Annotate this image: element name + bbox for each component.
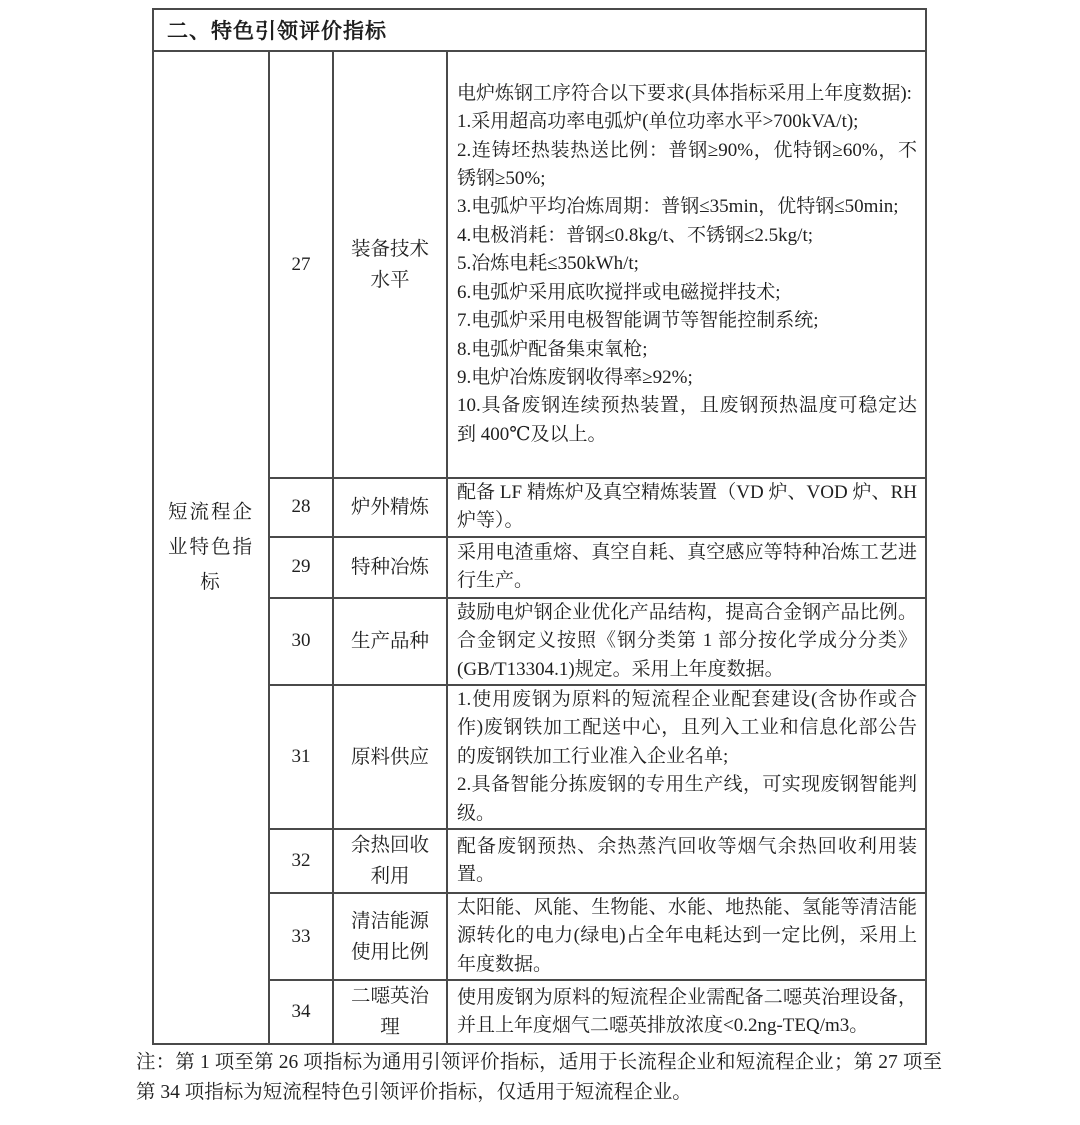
indicator-name: 炉外精炼 — [333, 478, 447, 537]
indicator-content-line: 6.电弧炉采用底吹搅拌或电磁搅拌技术; — [457, 281, 781, 303]
indicator-name: 特种冶炼 — [333, 537, 447, 598]
indicator-row-31 — [153, 685, 926, 829]
indicator-table — [152, 8, 927, 1045]
indicator-content-line: 9.电炉冶炼废钢收得率≥92%; — [457, 366, 693, 388]
indicator-number: 29 — [269, 537, 333, 598]
indicator-name: 原料供应 — [333, 685, 447, 829]
indicator-content-line: 3.电弧炉平均冶炼周期：普钢≤35min，优特钢≤50min; — [457, 196, 899, 218]
indicator-name: 生产品种 — [333, 598, 447, 685]
indicator-content — [447, 980, 926, 1044]
indicator-row-34 — [153, 980, 926, 1044]
indicator-content-line: 配备 LF 精炼炉及真空精炼装置（VD 炉、VOD 炉、RH 炉等）。 — [457, 482, 917, 532]
indicator-content — [447, 537, 926, 598]
indicator-content-line: 电炉炼钢工序符合以下要求(具体指标采用上年度数据): — [457, 82, 912, 104]
indicator-content — [447, 829, 926, 893]
indicator-number: 34 — [269, 980, 333, 1044]
indicator-number: 32 — [269, 829, 333, 893]
indicator-content-line: 4.电极消耗：普钢≤0.8kg/t、不锈钢≤2.5kg/t; — [457, 224, 814, 246]
indicator-content-line: 采用电渣重熔、真空自耗、真空感应等特种冶炼工艺进行生产。 — [457, 541, 917, 592]
category-label: 短流程企业特色指标 — [153, 51, 269, 1044]
indicator-content-line: 2.连铸坯热装热送比例：普钢≥90%，优特钢≥60%，不锈钢≥50%; — [457, 139, 917, 190]
indicator-content-line: 鼓励电炉钢企业优化产品结构，提高合金钢产品比例。合金钢定义按照《钢分类第 1 部分按化学成分分类》(GB/T13304.1)规定。采用上年度数据。 — [457, 601, 917, 680]
indicator-content-line: 使用废钢为原料的短流程企业需配备二噁英治理设备，并且上年度烟气二噁英排放浓度<0.2ng-TEQ/m3。 — [457, 986, 917, 1037]
indicator-content-line: 8.电弧炉配备集束氧枪; — [457, 338, 648, 360]
indicator-name: 二噁英治理 — [333, 980, 447, 1044]
indicator-content-line: 10.具备废钢连续预热装置，且废钢预热温度可稳定达到 400℃及以上。 — [457, 395, 917, 445]
indicator-row-29 — [153, 537, 926, 598]
indicator-row-28 — [153, 478, 926, 537]
indicator-content — [447, 478, 926, 537]
indicator-content — [447, 51, 926, 478]
footnote: 注：第 1 项至第 26 项指标为通用引领评价指标，适用于长流程企业和短流程企业；第 27 项至第 34 项指标为短流程特色引领评价指标，仅适用于短流程企业。 — [136, 1051, 942, 1103]
indicator-content-line: 配备废钢预热、余热蒸汽回收等烟气余热回收利用装置。 — [457, 835, 917, 886]
indicator-content — [447, 893, 926, 980]
indicator-content-line: 5.冶炼电耗≤350kWh/t; — [457, 253, 639, 275]
section-title: 二、特色引领评价指标 — [153, 9, 926, 51]
indicator-row-32 — [153, 829, 926, 893]
indicator-row-27 — [153, 51, 926, 478]
indicator-row-30 — [153, 598, 926, 685]
indicator-number: 30 — [269, 598, 333, 685]
indicator-name: 清洁能源使用比例 — [333, 893, 447, 980]
indicator-content — [447, 598, 926, 685]
indicator-number: 33 — [269, 893, 333, 980]
indicator-content — [447, 685, 926, 829]
section-header-row — [153, 9, 926, 51]
indicator-number: 31 — [269, 685, 333, 829]
indicator-name: 装备技术水平 — [333, 51, 447, 478]
indicator-number: 28 — [269, 478, 333, 537]
indicator-name: 余热回收利用 — [333, 829, 447, 893]
indicator-number: 27 — [269, 51, 333, 478]
indicator-content-line: 7.电弧炉采用电极智能调节等智能控制系统; — [457, 310, 819, 332]
indicator-row-33 — [153, 893, 926, 980]
indicator-content-line: 1.采用超高功率电弧炉(单位功率水平>700kVA/t); — [457, 111, 859, 133]
indicator-content-line: 太阳能、风能、生物能、水能、地热能、氢能等清洁能源转化的电力(绿电)占全年电耗达到一定比例，采用上年度数据。 — [457, 897, 917, 975]
indicator-content-line: 2.具备智能分拣废钢的专用生产线，可实现废钢智能判级。 — [457, 774, 917, 824]
indicator-content-line: 1.使用废钢为原料的短流程企业配套建设(含协作或合作)废钢铁加工配送中心，且列入工业和信息化部公告的废钢铁加工行业准入企业名单; — [457, 689, 917, 767]
